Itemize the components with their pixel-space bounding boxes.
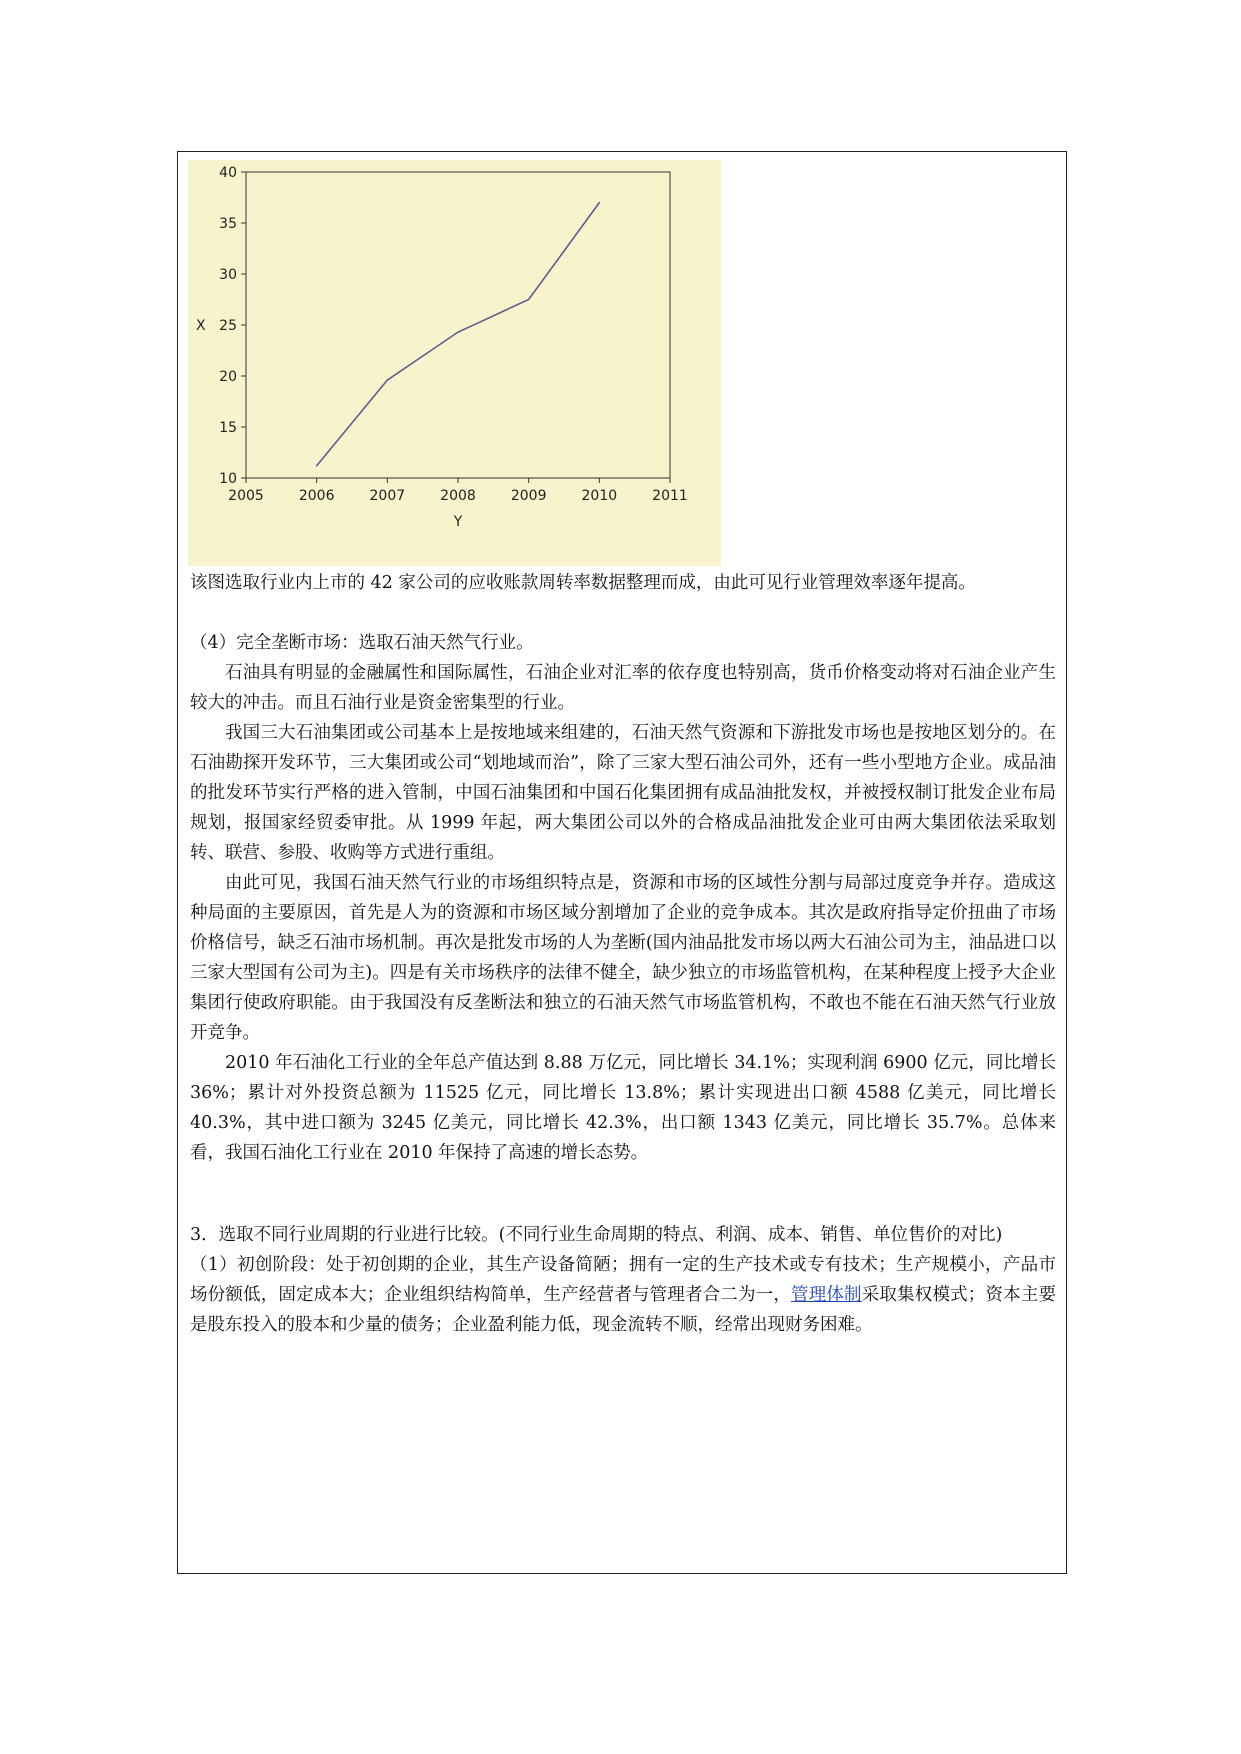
y-tick-label: 40 xyxy=(219,165,237,181)
x-tick-label: 2006 xyxy=(298,488,335,504)
x-tick-label: 2011 xyxy=(652,488,688,504)
data-point xyxy=(387,379,389,381)
line-chart xyxy=(188,160,721,566)
x-tick-label: 2007 xyxy=(369,488,406,504)
x-tick-label: 2005 xyxy=(228,488,264,504)
data-point xyxy=(528,299,530,301)
startup-text-b: 采取集权模式；资本主要是股东投入的股本和少量的债务；企业盈利能力低，现金流转不顺，经常出现财务困难。 xyxy=(190,1285,1057,1335)
data-point xyxy=(599,202,601,204)
x-tick-label: 2009 xyxy=(510,488,547,504)
startup-text-a: （1）初创阶段：处于初创期的企业，其生产设备简陋；拥有一定的生产技术或专有技术；生产规模小，产品市场份额低，固定成本大；企业组织结构简单，生产经营者与管理者合二为一， xyxy=(190,1255,1056,1305)
section-heading-monopoly: （4）完全垄断市场：选取石油天然气行业。 xyxy=(190,633,534,653)
y-tick-label: 20 xyxy=(219,369,237,385)
body-text xyxy=(190,568,1056,1340)
y-tick-label: 25 xyxy=(219,318,237,334)
paragraph-oil-attributes: 石油具有明显的金融属性和国际属性，石油企业对汇率的依存度也特别高，货币价格变动将对石油企业产生较大的冲击。而且石油行业是资金密集型的行业。 xyxy=(190,663,1056,713)
plot-frame xyxy=(246,172,670,478)
y-tick-label: 30 xyxy=(219,267,237,283)
section-heading-industry-cycle: 3．选取不同行业周期的行业进行比较。(不同行业生命周期的特点、利润、成本、销售、单位售价的对比) xyxy=(190,1225,1003,1245)
paragraph-market-features: 由此可见，我国石油天然气行业的市场组织特点是，资源和市场的区域性分割与局部过度竞争并存。造成这种局面的主要原因，首先是人为的资源和市场区域分割增加了企业的竞争成本。其次是政府指导定价扭曲了市场价格信号，缺乏石油市场机制。再次是批发市场的人为垄断(国内油品批发市场以两大石油公司为主，油品进口以三家大型国有公司为主)。四是有关市场秩序的法律不健全，缺少独立的市场监管机构，在某种程度上授予大企业集团行使政府职能。由于我国没有反垄断法和独立的石油天然气市场监管机构，不敢也不能在石油天然气行业放开竞争。 xyxy=(190,873,1056,1043)
data-point xyxy=(457,331,459,333)
chart-caption: 该图选取行业内上市的 42 家公司的应收账款周转率数据整理而成，由此可见行业管理效率逐年提高。 xyxy=(190,573,976,593)
series-line xyxy=(317,203,600,466)
y-axis-label: X xyxy=(196,318,206,334)
y-tick-label: 10 xyxy=(219,471,237,487)
x-tick-label: 2010 xyxy=(581,488,618,504)
x-axis-label: Y xyxy=(453,514,463,530)
y-tick-label: 35 xyxy=(219,216,237,232)
paragraph-2010-stats: 2010 年石油化工行业的全年总产值达到 8.88 万亿元，同比增长 34.1%；实现利润 6900 亿元，同比增长 36%；累计对外投资总额为 11525 亿元，同比增长 13.8%；累计实现进出口额 4588 亿美元，同比增长 40.3%，其中进口额为 3245 亿美元，同比增长 42.3%，出口额 1343 亿美元，同比增长 35.7%。总体来看，我国石油化工行业在 2010 年保持了高速的增长态势。 xyxy=(190,1053,1056,1163)
paragraph-startup-stage xyxy=(190,1250,1056,1340)
x-tick-label: 2008 xyxy=(440,488,476,504)
content-frame xyxy=(177,151,1067,1574)
management-system-link[interactable]: 管理体制 xyxy=(791,1285,862,1305)
chart-svg xyxy=(188,160,721,566)
paragraph-oil-groups: 我国三大石油集团或公司基本上是按地域来组建的，石油天然气资源和下游批发市场也是按地区划分的。在石油勘探开发环节，三大集团或公司“划地域而治”，除了三家大型石油公司外，还有一些小型地方企业。成品油的批发环节实行严格的进入管制，中国石油集团和中国石化集团拥有成品油批发权，并被授权制订批发企业布局规划，报国家经贸委审批。从 1999 年起，两大集团公司以外的合格成品油批发企业可由两大集团依法采取划转、联营、参股、收购等方式进行重组。 xyxy=(190,723,1056,863)
data-point xyxy=(316,465,318,467)
y-tick-label: 15 xyxy=(219,420,237,436)
